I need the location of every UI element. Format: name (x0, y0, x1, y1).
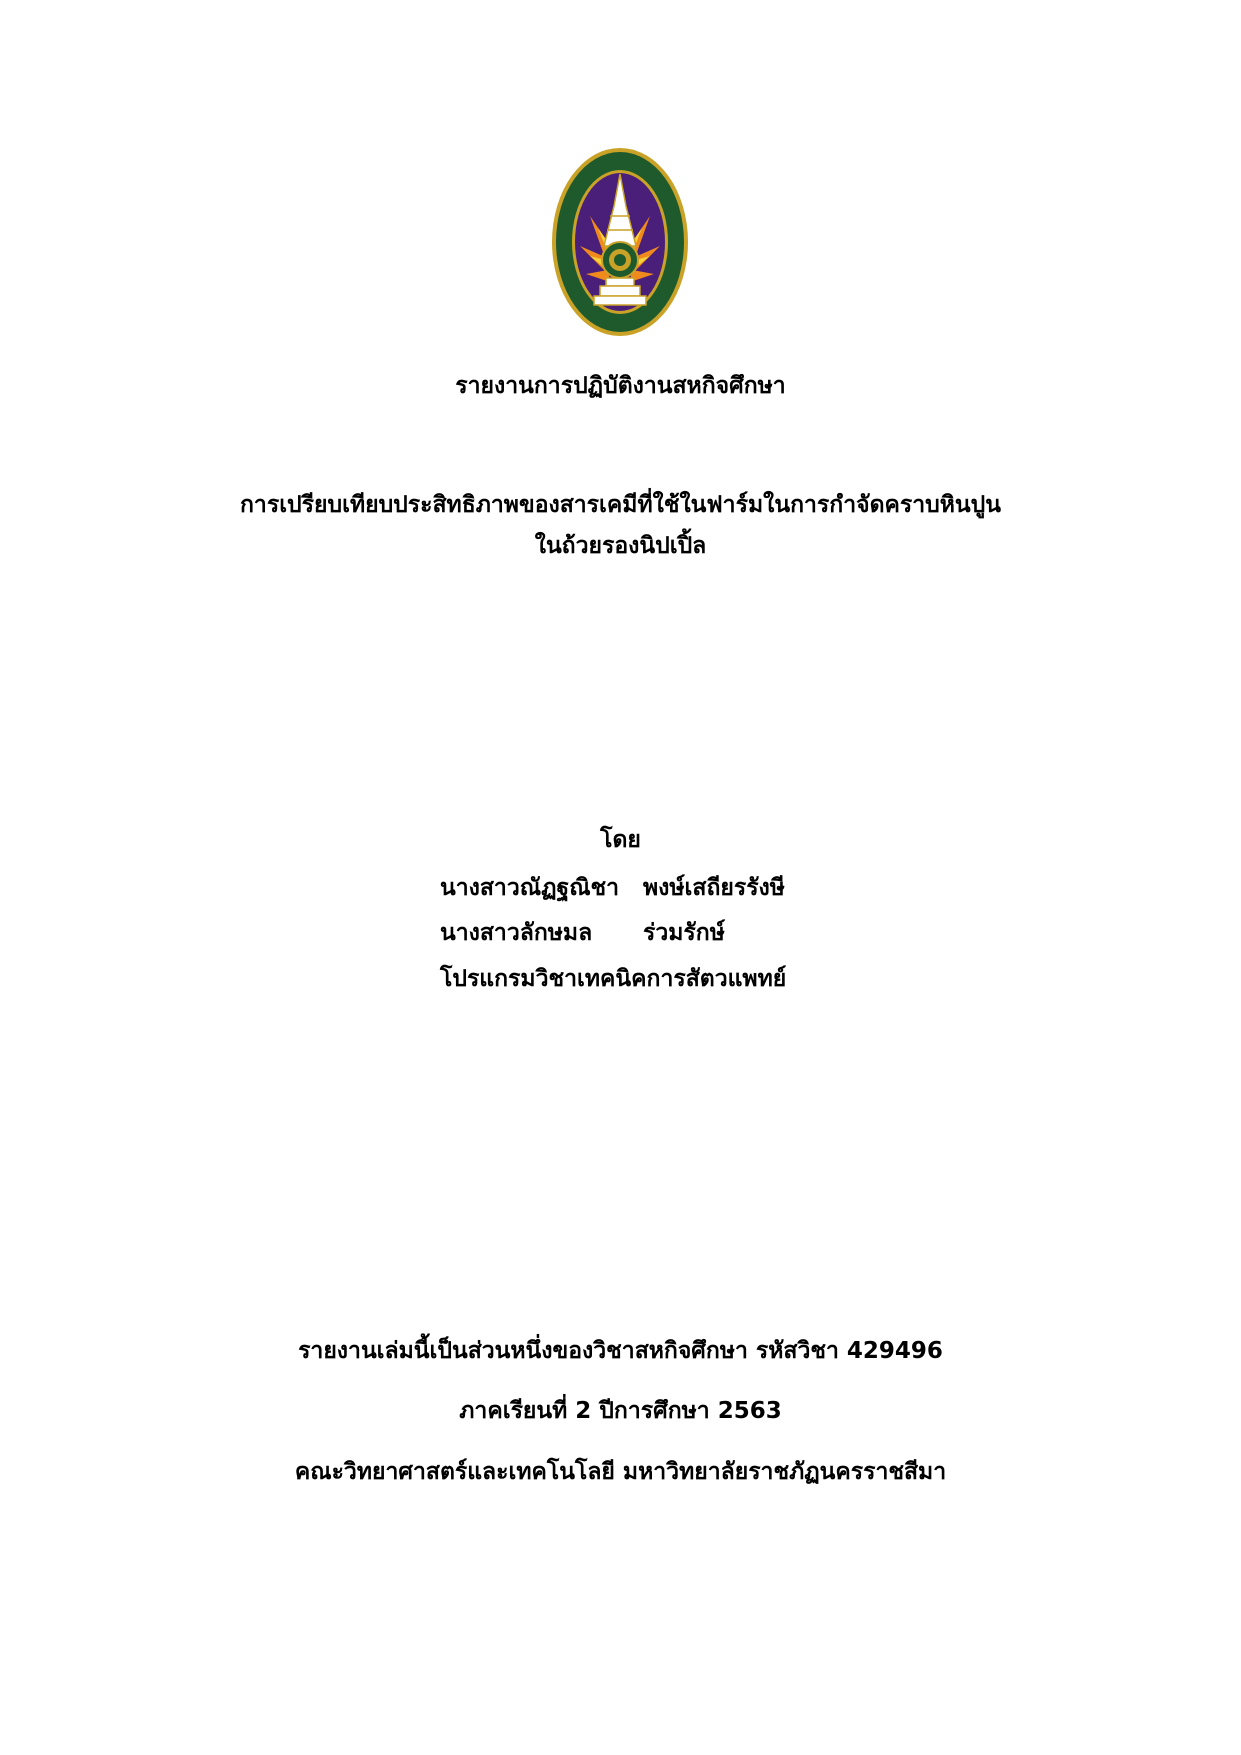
program-name: โปรแกรมวิชาเทคนิคการสัตวแพทย์ (440, 966, 787, 992)
author-first-name: นางสาวณัฏฐณิชา (440, 875, 620, 901)
by-label: โดย (600, 827, 641, 853)
report-title-line-2: ในถ้วยรองนิปเปิ้ล (534, 533, 707, 559)
author-last-name: ร่วมรักษ์ (643, 920, 725, 946)
university-seal-logo (550, 146, 690, 338)
report-type-heading: รายงานการปฏิบัติงานสหกิจศึกษา (455, 373, 786, 399)
report-title-line-1: การเปรียบเทียบประสิทธิภาพของสารเคมีที่ใช้ในฟาร์มในการกำจัดคราบหินปูน (240, 492, 1001, 518)
footer-semester-line: ภาคเรียนที่ 2 ปีการศึกษา 2563 (459, 1398, 782, 1424)
author-last-name: พงษ์เสถียรรังษี (643, 875, 785, 901)
author-first-name: นางสาวลักษมล (440, 920, 593, 946)
footer-course-line: รายงานเล่มนี้เป็นส่วนหนึ่งของวิชาสหกิจศึกษา รหัสวิชา 429496 (298, 1338, 943, 1364)
footer-faculty-line: คณะวิทยาศาสตร์และเทคโนโลยี มหาวิทยาลัยราชภัฏนครราชสีมา (294, 1459, 947, 1485)
